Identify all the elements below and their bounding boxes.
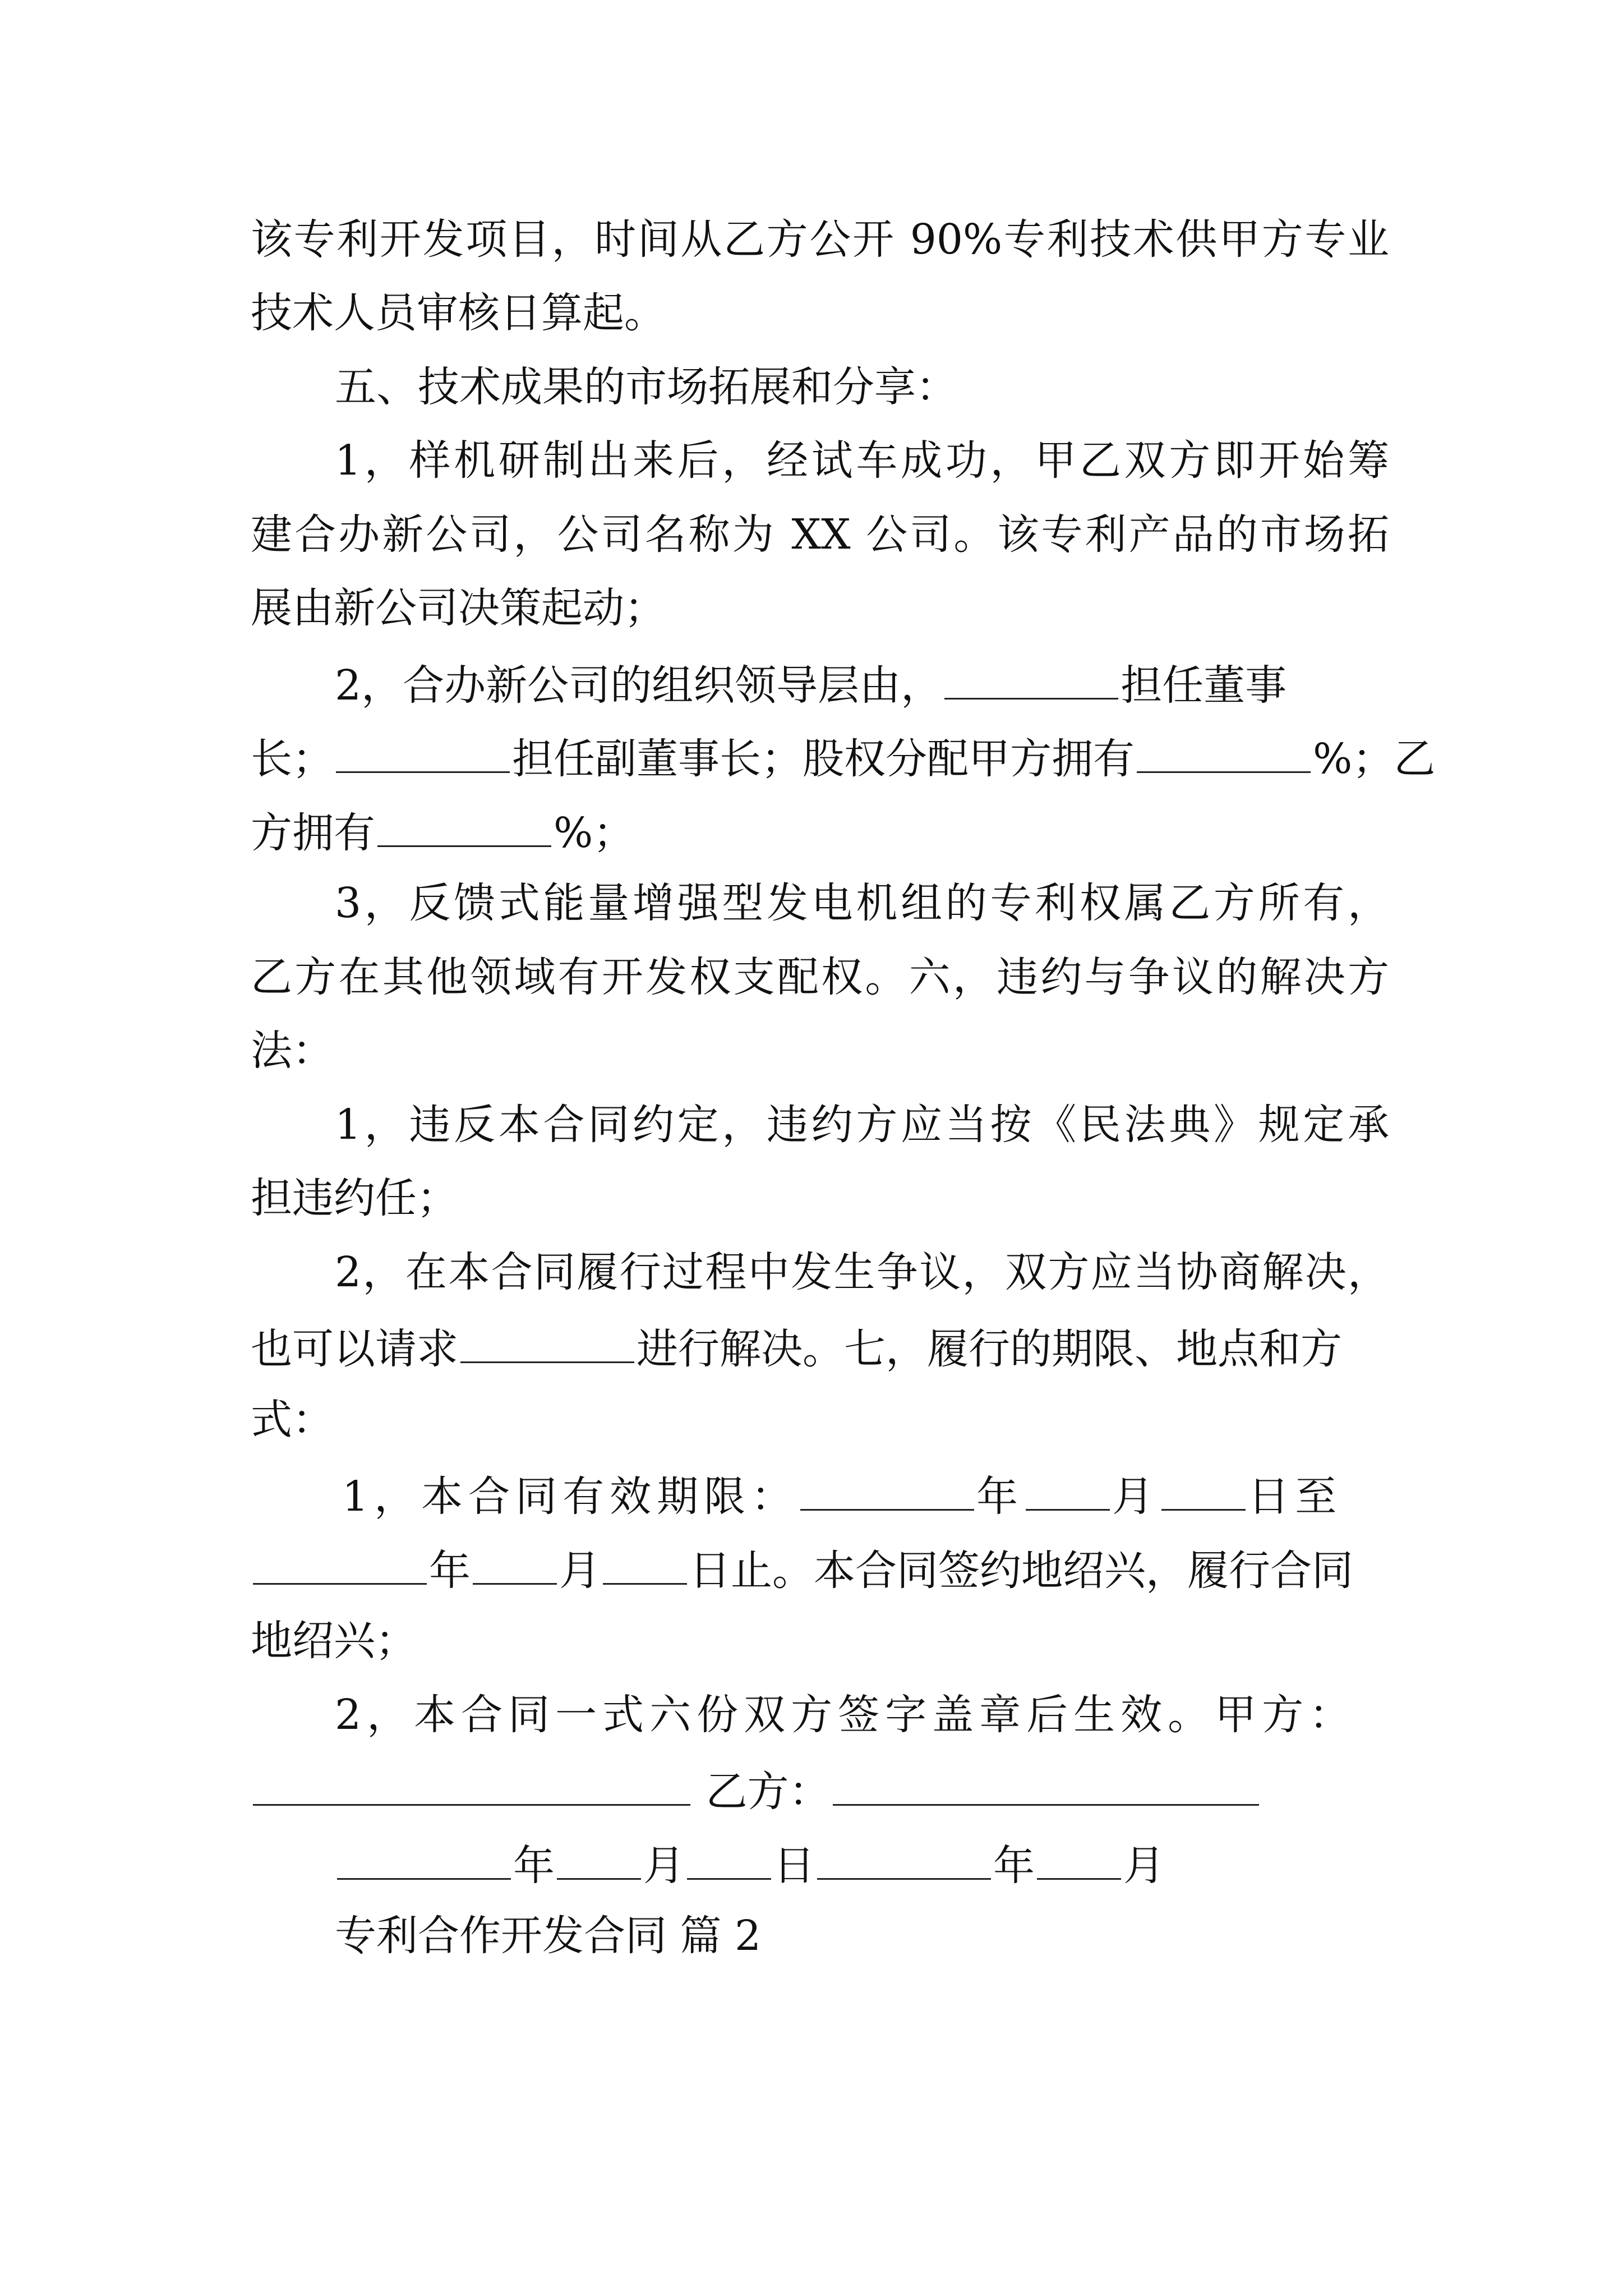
text-line [342,1465,1389,1521]
text-line [251,1539,1389,1595]
fill-blank[interactable] [817,1834,991,1880]
text-line: 1，样机研制出来后，经试车成功，甲乙双方即开始筹 [335,436,1389,485]
fill-blank[interactable] [1026,1465,1110,1511]
text-line [251,728,1436,784]
text-span: %； [554,809,635,857]
fill-blank[interactable] [687,1834,771,1880]
text-span: 方拥有 [251,809,375,857]
party-a-signature-blank[interactable] [253,1760,690,1806]
text-span: 进行解决。七，履行的期限、地点和方 [637,1325,1342,1373]
text-line: 该专利开发项目，时间从乙方公开 90%专利技术供甲方专业 [251,215,1389,264]
text-span: 年 [976,1473,1024,1521]
fill-blank[interactable] [603,1539,687,1585]
text-line: 2，本合同一式六份双方签字盖章后生效。甲方： [335,1691,1357,1739]
text-span: 年 [513,1842,555,1890]
text-line [251,802,1389,858]
text-line: 3，反馈式能量增强型发电机组的专利权属乙方所有， [335,879,1389,927]
text-line: 建合办新公司，公司名称为 XX 公司。该专利产品的市场拓 [251,510,1389,559]
text-span: 月 [643,1842,685,1890]
fill-blank[interactable] [944,654,1118,700]
text-span: 也可以请求 [251,1325,458,1373]
text-line: 式： [251,1396,334,1444]
fill-blank[interactable] [377,802,551,847]
signature-line [251,1760,1389,1816]
text-line: 法： [251,1027,334,1075]
text-span: %；乙 [1313,735,1436,783]
fill-blank[interactable] [460,1318,634,1363]
section-heading-5: 五、技术成果的市场拓展和分享： [335,363,957,411]
text-span: 日 [773,1842,815,1890]
party-b-signature-blank[interactable] [833,1760,1259,1806]
text-span: 日止。本合同签约地绍兴，履行合同 [689,1547,1353,1595]
fill-blank[interactable] [1161,1465,1246,1511]
text-span: 担任董事 [1121,661,1287,710]
next-section-title: 专利合作开发合同 篇 2 [335,1912,762,1960]
fill-blank[interactable] [800,1465,974,1511]
text-span: 2，合办新公司的组织领导层由， [335,661,943,710]
text-line: 乙方在其他领域有开发权支配权。六，违约与争议的解决方 [251,953,1389,1001]
text-line: 展由新公司决策起动； [251,584,666,632]
text-line: 1，违反本合同约定，违约方应当按《民法典》规定承 [335,1101,1389,1149]
text-line [335,654,1389,710]
text-span: 月 [1123,1842,1165,1890]
fill-blank[interactable] [1037,1834,1121,1880]
fill-blank[interactable] [557,1834,641,1880]
fill-blank[interactable] [253,1539,427,1585]
fill-blank[interactable] [473,1539,557,1585]
text-line: 担违约任； [251,1174,458,1222]
fill-blank[interactable] [336,728,510,773]
text-span: 担任副董事长；股权分配甲方拥有 [512,735,1135,783]
text-span: 1，本合同有效期限： [342,1473,799,1521]
text-span: 长； [251,735,334,783]
text-span: 年 [993,1842,1035,1890]
text-span: 日至 [1248,1473,1343,1521]
date-line [335,1834,1389,1890]
fill-blank[interactable] [1137,728,1311,773]
text-line [251,1318,1389,1374]
party-b-label: 乙方： [706,1768,831,1816]
text-line: 2，在本合同履行过程中发生争议，双方应当协商解决， [335,1248,1389,1296]
text-span: 月 [1112,1473,1160,1521]
fill-blank[interactable] [337,1834,511,1880]
text-span: 月 [559,1547,601,1595]
text-line: 技术人员审核日算起。 [251,289,666,337]
text-span: 年 [429,1547,471,1595]
text-line: 地绍兴； [251,1617,417,1665]
